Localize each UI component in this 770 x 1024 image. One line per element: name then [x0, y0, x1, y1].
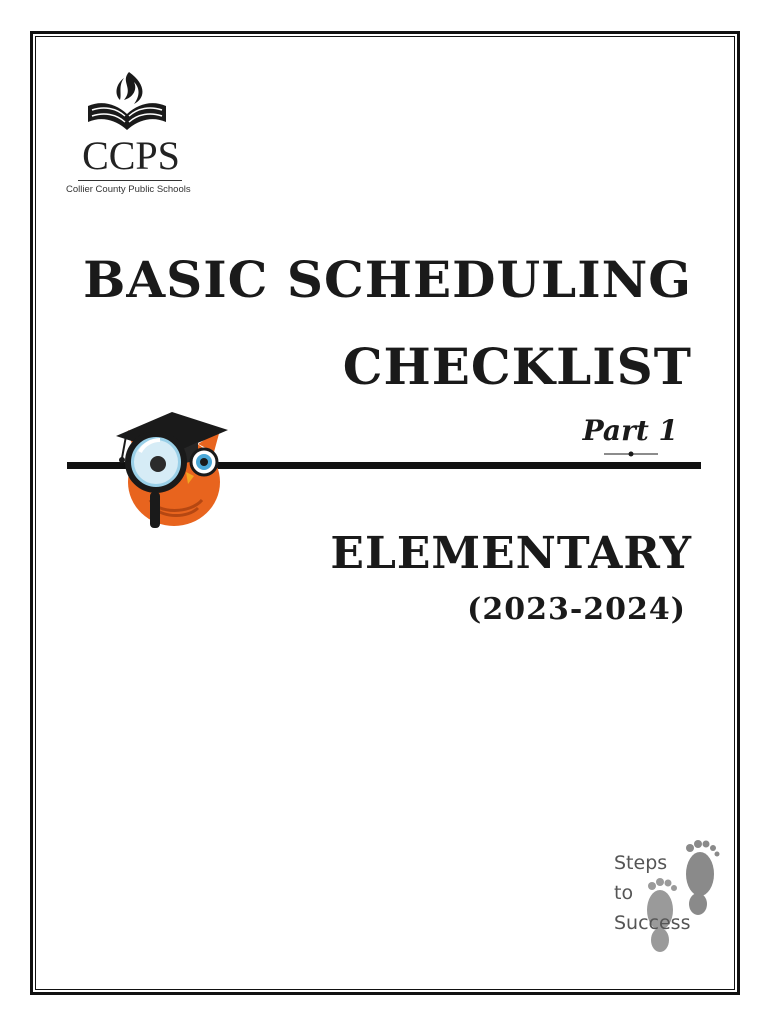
steps-to-success-badge — [612, 836, 722, 960]
part-flourish-icon — [604, 451, 658, 457]
ccps-acronym: CCPS — [82, 133, 180, 178]
title-line-2: CHECKLIST — [342, 337, 692, 396]
logo-divider — [78, 180, 182, 181]
part-label: Part 1 — [582, 414, 678, 447]
steps-line-1: Steps — [614, 852, 668, 874]
steps-to-success-text — [614, 848, 690, 938]
ccps-logo-icon — [84, 70, 170, 136]
school-year: (2023-2024) — [467, 592, 686, 627]
ccps-logo — [66, 70, 196, 194]
steps-line-2: to — [614, 882, 634, 904]
steps-line-3: Success — [614, 912, 691, 934]
title-line-1: BASIC SCHEDULING — [83, 250, 692, 309]
level-title: ELEMENTARY — [330, 528, 692, 579]
owl-mascot-icon — [110, 396, 232, 532]
ccps-full-name: Collier County Public Schools — [66, 184, 191, 195]
